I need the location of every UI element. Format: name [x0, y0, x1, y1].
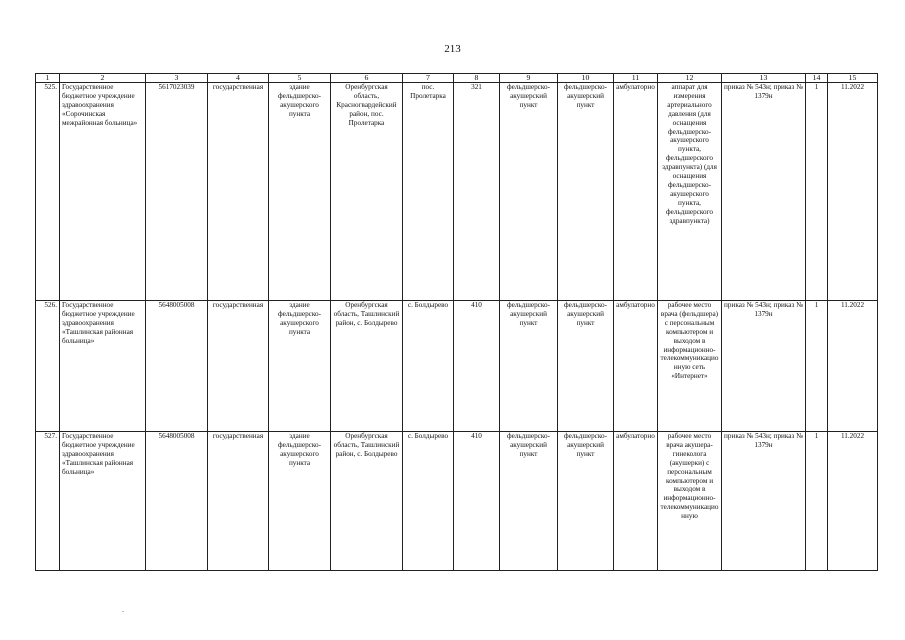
row-number: 525. [36, 83, 60, 301]
row-number: 526. [36, 301, 60, 432]
column-number: 8 [454, 74, 500, 83]
equipment: рабочее место врача (фельдшера) с персональным компьютером и выходом в информационно-телекоммуникационную сеть «Интернет» [658, 301, 722, 432]
quantity: 1 [806, 432, 828, 571]
institution-name: Государственное бюджетное учреждение здравоохранения «Ташлинская районная больница» [60, 432, 146, 571]
institution-name: Государственное бюджетное учреждение здравоохранения «Сорочинская межрайонная больница» [60, 83, 146, 301]
row-number: 527. [36, 432, 60, 571]
order-reference: приказ № 543н; приказ № 1379н [722, 83, 806, 301]
column-number: 10 [558, 74, 614, 83]
inn: 5648005008 [146, 301, 208, 432]
ownership-form: государственная [208, 83, 269, 301]
subdivision: фельдшерско-акушерский пункт [558, 83, 614, 301]
column-number: 7 [403, 74, 454, 83]
register-table [35, 73, 878, 571]
column-number: 13 [722, 74, 806, 83]
facility-type: фельдшерско-акушерский пункт [500, 301, 558, 432]
population: 410 [454, 301, 500, 432]
column-number: 4 [208, 74, 269, 83]
equipment: аппарат для измерения артериального давления (для оснащения фельдшерско-акушерского пункта, фельдшерского здравпункта) (для оснащения фельдшерско-акушерского пункта, фельдшерского здравпункта) [658, 83, 722, 301]
care-conditions: амбулаторно [614, 301, 658, 432]
quantity: 1 [806, 83, 828, 301]
ownership-form: государственная [208, 432, 269, 571]
building-type: здание фельдшерско-акушерского пункта [269, 432, 331, 571]
settlement: с. Болдырево [403, 432, 454, 571]
date: 11.2022 [828, 301, 878, 432]
order-reference: приказ № 543н; приказ № 1379н [722, 432, 806, 571]
column-number: 12 [658, 74, 722, 83]
care-conditions: амбулаторно [614, 432, 658, 571]
order-reference: приказ № 543н; приказ № 1379н [722, 301, 806, 432]
institution-name: Государственное бюджетное учреждение здравоохранения «Ташлинская районная больница» [60, 301, 146, 432]
column-number: 11 [614, 74, 658, 83]
scan-speck [122, 611, 124, 612]
column-number: 9 [500, 74, 558, 83]
quantity: 1 [806, 301, 828, 432]
ownership-form: государственная [208, 301, 269, 432]
table-row [36, 432, 878, 571]
building-type: здание фельдшерско-акушерского пункта [269, 83, 331, 301]
facility-type: фельдшерско-акушерский пункт [500, 83, 558, 301]
date: 11.2022 [828, 432, 878, 571]
care-conditions: амбулаторно [614, 83, 658, 301]
address: Оренбургская область, Ташлинский район, с. Болдырево [331, 432, 403, 571]
facility-type: фельдшерско-акушерский пункт [500, 432, 558, 571]
settlement: пос. Пролетарка [403, 83, 454, 301]
address: Оренбургская область, Ташлинский район, с. Болдырево [331, 301, 403, 432]
building-type: здание фельдшерско-акушерского пункта [269, 301, 331, 432]
settlement: с. Болдырево [403, 301, 454, 432]
column-number: 3 [146, 74, 208, 83]
column-number: 1 [36, 74, 60, 83]
column-number: 2 [60, 74, 146, 83]
page-number: 213 [444, 43, 461, 55]
column-number: 14 [806, 74, 828, 83]
subdivision: фельдшерско-акушерский пункт [558, 301, 614, 432]
date: 11.2022 [828, 83, 878, 301]
table-row [36, 301, 878, 432]
column-number-row [36, 74, 878, 83]
column-number: 15 [828, 74, 878, 83]
equipment: рабочее место врача акушера-гинеколога (акушерки) с персональным компьютером и выходом в информационно-телекоммуникационную [658, 432, 722, 571]
subdivision: фельдшерско-акушерский пункт [558, 432, 614, 571]
address: Оренбургская область, Красногвардейский район, пос. Пролетарка [331, 83, 403, 301]
column-number: 5 [269, 74, 331, 83]
population: 410 [454, 432, 500, 571]
inn: 5648005008 [146, 432, 208, 571]
inn: 5617023039 [146, 83, 208, 301]
population: 321 [454, 83, 500, 301]
table-row [36, 83, 878, 301]
column-number: 6 [331, 74, 403, 83]
